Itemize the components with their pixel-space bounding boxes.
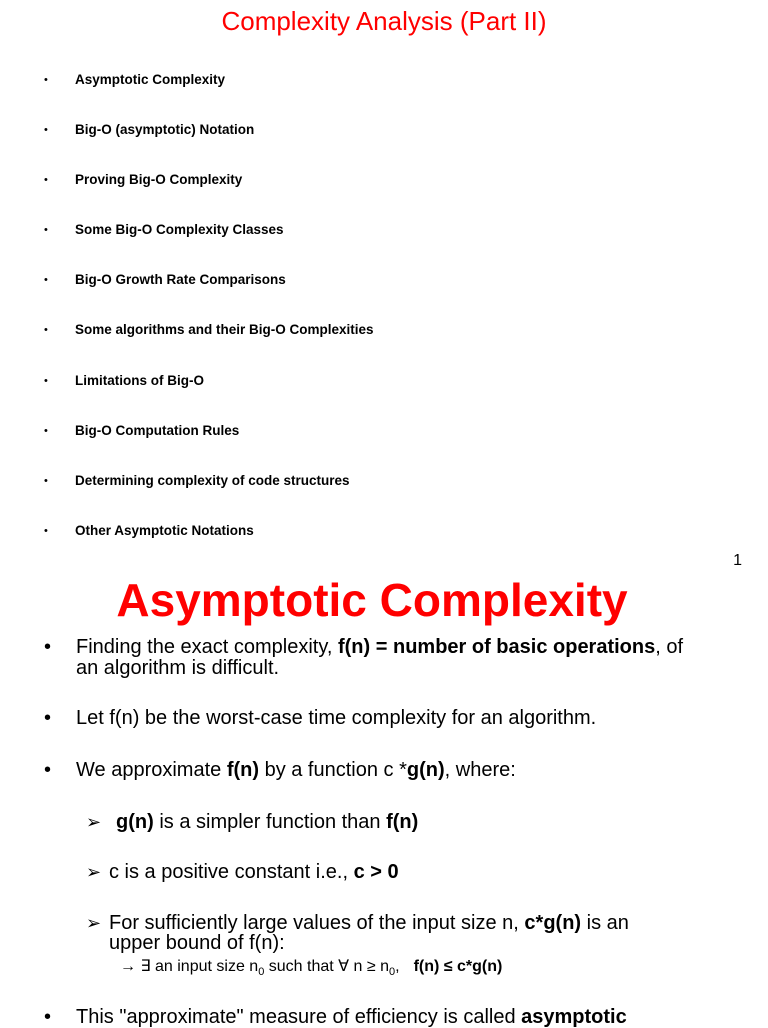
list-item [0, 423, 768, 445]
list-item-label: Big-O Growth Rate Comparisons [75, 272, 286, 287]
sub-bullet-text [116, 812, 418, 833]
bullet-text: Let f(n) be the worst-case time complexity for an algorithm. [76, 707, 597, 729]
bullet: • [44, 124, 48, 136]
bullet: • [44, 274, 48, 286]
bullet: • [44, 425, 48, 437]
page-title: Complexity Analysis (Part II) [221, 6, 547, 36]
bullet-text [76, 637, 683, 658]
bullet-text-bold: g(n) [406, 759, 445, 781]
list-item-label: Determining complexity of code structures [75, 473, 350, 488]
list-item [0, 172, 768, 194]
arrow-bullet-icon: ➢ [86, 862, 102, 882]
bullet-text [76, 1007, 627, 1028]
bullet: • [44, 525, 48, 537]
bullet-text-bold: c*g(n) [524, 912, 582, 934]
subscript: 0 [389, 966, 396, 979]
bullet-text-part: Finding the exact complexity, [76, 636, 338, 658]
bullet: • [44, 1006, 52, 1028]
list-item-label: Proving Big-O Complexity [75, 172, 243, 187]
slide-title: Asymptotic Complexity [116, 574, 628, 626]
bullet-text-part: For sufficiently large values of the input size n, [109, 912, 525, 934]
bullet: • [44, 174, 48, 186]
subscript: 0 [258, 966, 265, 979]
sub-sub-bullet-text [120, 957, 502, 982]
bullet-text-part: , of [655, 636, 684, 658]
bullet-text-part: , where: [444, 759, 516, 781]
bullet-text-bold: f(n) ≤ c*g(n) [413, 958, 503, 975]
bullet-text-part: is a simpler function than [153, 811, 387, 833]
bullet: • [44, 224, 48, 236]
bullet-text-part: → ∃ an input size n [120, 958, 259, 975]
bullet-text-part: , [395, 958, 400, 975]
page-number: 1 [733, 552, 742, 569]
bullet-text-part: c is a positive constant i.e., [109, 861, 354, 883]
bullet-text-part: We approximate [76, 759, 227, 781]
list-item-label: Some algorithms and their Big-O Complexities [75, 322, 374, 337]
bullet-text [76, 760, 516, 781]
list-item-label: Some Big-O Complexity Classes [75, 222, 284, 237]
bullet-text-bold: f(n) [386, 811, 419, 833]
list-item [0, 523, 768, 545]
bullet-text-bold: f(n) = number of basic operations [337, 636, 656, 658]
bullet-text-part: This "approximate" measure of efficiency is called [76, 1006, 522, 1028]
list-item-label: Asymptotic Complexity [75, 72, 226, 87]
bullet-text-bold: c > 0 [353, 861, 399, 883]
bullet: • [44, 74, 48, 86]
arrow-bullet-icon: ➢ [86, 812, 102, 832]
list-item [0, 322, 768, 344]
bullet-text-line: an algorithm is difficult. [76, 657, 280, 679]
bullet: • [44, 375, 48, 387]
list-item [0, 272, 768, 294]
list-item [0, 473, 768, 495]
list-item [0, 222, 768, 244]
bullet-text-part: is an [581, 912, 629, 934]
list-item-label: Other Asymptotic Notations [75, 523, 254, 538]
bullet-text-bold: f(n) [226, 759, 260, 781]
sub-bullet-text [109, 913, 629, 934]
sub-bullet-text-line: upper bound of f(n): [109, 932, 285, 954]
list-item-label: Big-O (asymptotic) Notation [75, 122, 255, 137]
bullet-text-part: by a function c * [259, 759, 407, 781]
bullet: • [44, 475, 48, 487]
list-item [0, 373, 768, 395]
arrow-bullet-icon: ➢ [86, 913, 102, 933]
list-item-label: Big-O Computation Rules [75, 423, 240, 438]
bullet: • [44, 324, 48, 336]
bullet: • [44, 636, 52, 658]
sub-bullet-text [109, 862, 399, 883]
list-item [0, 122, 768, 144]
bullet-text-part: such that ∀ n ≥ n [264, 958, 389, 975]
list-item [0, 72, 768, 94]
bullet: • [44, 707, 52, 729]
bullet-text-bold: g(n) [116, 811, 154, 833]
list-item-label: Limitations of Big-O [75, 373, 204, 388]
bullet-text-bold: asymptotic [521, 1006, 627, 1028]
bullet: • [44, 759, 52, 781]
